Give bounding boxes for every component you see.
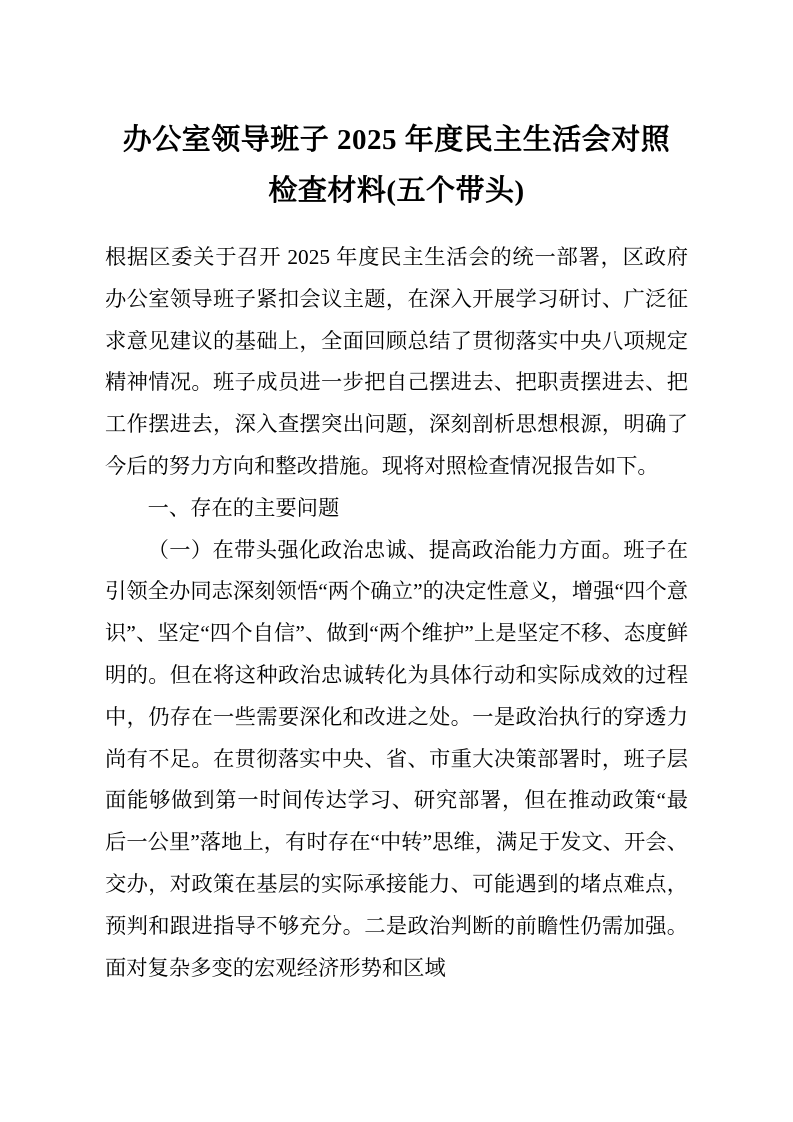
paragraph-section-1-item-1: （一）在带头强化政治忠诚、提高政治能力方面。班子在引领全办同志深刻领悟“两个确立”的决定性意义，增强“四个意识”、坚定“四个自信”、做到“两个维护”上是坚定不移、态度鲜明的。但在将这种政治忠诚转化为具体行动和实际成效的过程中，仍存在一些需要深化和改进之处。一是政治执行的穿透力尚有不足。在贯彻落实中央、省、市重大决策部署时，班子层面能够做到第一时间传达学习、研究部署，但在推动政策“最后一公里”落地上，有时存在“中转”思维，满足于发文、开会、交办，对政策在基层的实际承接能力、可能遇到的堵点难点，预判和跟进指导不够充分。二是政治判断的前瞻性仍需加强。面对复杂多变的宏观经济形势和区域	[105, 537, 688, 980]
document-title	[105, 115, 688, 217]
document-title-line-1: 办公室领导班子 2025 年度民主生活会对照	[122, 124, 671, 156]
document-title-line-2: 检查材料(五个带头)	[268, 175, 525, 207]
paragraph-intro: 根据区委关于召开 2025 年度民主生活会的统一部署，区政府办公室领导班子紧扣会议主题，在深入开展学习研讨、广泛征求意见建议的基础上，全面回顾总结了贯彻落实中央八项规定精神情况。班子成员进一步把自己摆进去、把职责摆进去、把工作摆进去，深入查摆突出问题，深刻剖析思想根源，明确了今后的努力方向和整改措施。现将对照检查情况报告如下。	[105, 245, 688, 478]
document-body	[105, 237, 688, 989]
section-heading-1: 一、存在的主要问题	[147, 495, 340, 520]
